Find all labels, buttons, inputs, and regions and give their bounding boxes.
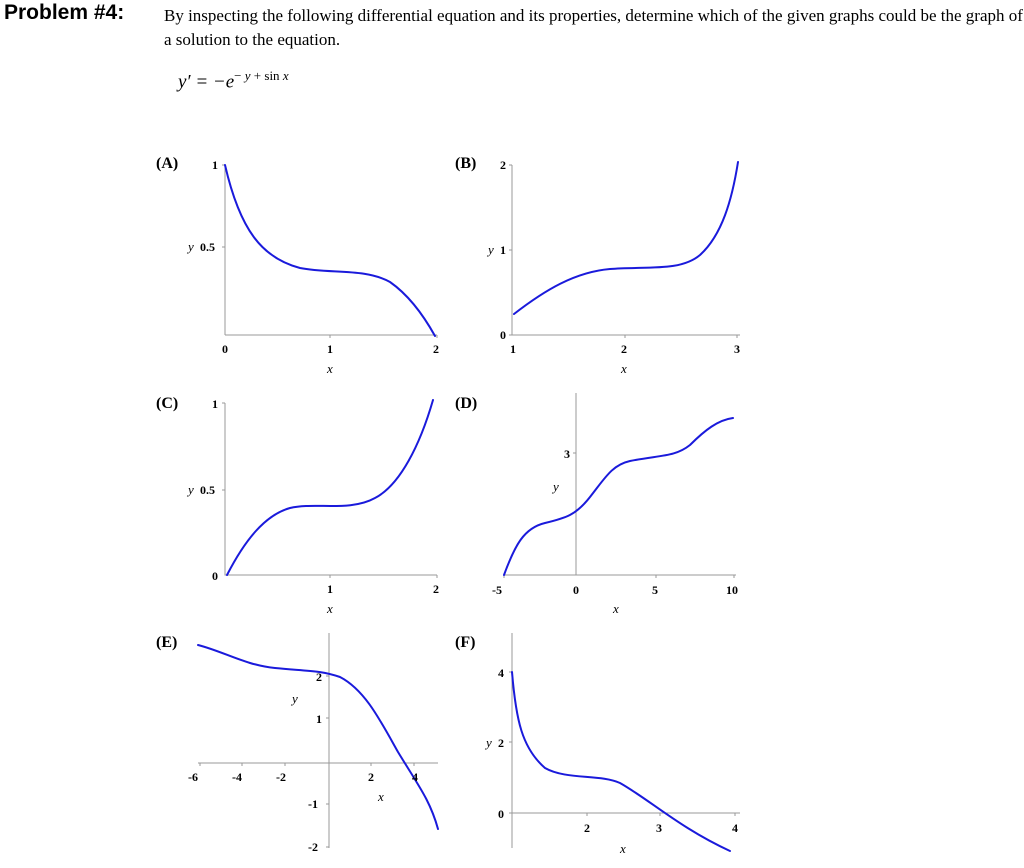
graph-a-xtick-2: 2 — [433, 342, 439, 356]
graph-f-xtick-3: 3 — [656, 821, 662, 835]
graph-e-ylabel: y — [292, 691, 298, 706]
graph-c-curve — [227, 400, 433, 575]
graph-d-ytick-3: 3 — [564, 447, 570, 461]
graph-f-xtick-2: 2 — [584, 821, 590, 835]
graph-f-xlabel: x — [620, 841, 626, 856]
graph-a-xlabel: x — [327, 361, 333, 376]
graph-c-axes — [225, 403, 437, 575]
graph-f-ytick-0: 0 — [498, 807, 504, 821]
graph-c-xtick-2: 2 — [433, 582, 439, 596]
graph-c-ytick-05: 0.5 — [200, 483, 215, 497]
graph-f-ticks — [509, 672, 735, 816]
graph-c-ylabel: y — [188, 482, 194, 497]
graph-c-label[interactable]: (C) — [156, 395, 179, 412]
graph-b-xtick-1: 1 — [510, 342, 516, 356]
graph-f-xtick-4: 4 — [732, 821, 738, 835]
graph-c-ytick-1: 1 — [212, 397, 218, 411]
graph-b-ytick-1: 1 — [500, 243, 506, 257]
graph-e-xtick-4: 4 — [412, 770, 418, 784]
graph-e-xlabel: x — [378, 789, 384, 804]
equation-exp-y: y — [244, 68, 251, 83]
graph-d-ticks — [504, 453, 734, 578]
graph-e-xtick-m6: -6 — [188, 770, 198, 784]
graph-e-xtick-m2: -2 — [276, 770, 286, 784]
graph-b-xlabel: x — [621, 361, 627, 376]
graph-f-ytick-2: 2 — [498, 736, 504, 750]
graph-b-curve — [514, 162, 738, 314]
graph-e-xtick-m4: -4 — [232, 770, 242, 784]
graph-d-axes — [504, 393, 736, 575]
graph-a-xtick-1: 1 — [327, 342, 333, 356]
graph-e-ytick-m2: -2 — [308, 840, 318, 854]
graph-f-ytick-4: 4 — [498, 666, 504, 680]
problem-label: Problem #4: — [4, 1, 125, 24]
graph-f-label[interactable]: (F) — [455, 634, 476, 651]
graph-a-ytick-1: 1 — [212, 158, 218, 172]
graph-d-xlabel: x — [613, 601, 619, 616]
graph-e-xtick-2: 2 — [368, 770, 374, 784]
graph-f-ylabel: y — [486, 735, 492, 750]
graph-e-axes — [198, 633, 438, 848]
graph-b-xtick-2: 2 — [621, 342, 627, 356]
equation-exp-minus: − — [234, 68, 245, 83]
graph-f-curve — [512, 672, 730, 851]
graph-b-ytick-0: 0 — [500, 328, 506, 342]
graph-e-ytick-m1: -1 — [308, 797, 318, 811]
graph-a-curve — [225, 165, 435, 336]
graph-b-label[interactable]: (B) — [455, 155, 477, 172]
graph-e-ticks — [200, 676, 414, 847]
graph-a-ylabel: y — [188, 239, 194, 254]
graph-a-xtick-0: 0 — [222, 342, 228, 356]
graph-b-xtick-3: 3 — [734, 342, 740, 356]
equation-exp-x: x — [282, 68, 289, 83]
graph-a-ticks — [222, 165, 437, 338]
graph-a-label[interactable]: (A) — [156, 155, 179, 172]
graph-b-ytick-2: 2 — [500, 158, 506, 172]
graph-d-xtick-0: 0 — [573, 583, 579, 597]
graph-d-ylabel: y — [553, 479, 559, 494]
graph-e-ytick-2: 2 — [316, 670, 322, 684]
graph-e-label[interactable]: (E) — [156, 634, 178, 651]
graph-d-xtick-m5: -5 — [492, 583, 502, 597]
graph-d-label[interactable]: (D) — [455, 395, 478, 412]
graph-c-ytick-0: 0 — [212, 569, 218, 583]
graph-c-ticks — [222, 403, 437, 578]
equation-lhs: y′ = −e — [178, 71, 235, 93]
graph-b-ylabel: y — [488, 242, 494, 257]
graph-d-xtick-10: 10 — [726, 583, 738, 597]
graph-d-curve — [504, 418, 733, 575]
graph-a-axes — [225, 165, 437, 335]
equation-exp-rest: + sin — [250, 68, 283, 83]
problem-text: By inspecting the following differential equation and its properties, determine which of the given graphs could be the graph of a solution to the equation. — [164, 6, 1023, 49]
graph-d-xtick-5: 5 — [652, 583, 658, 597]
graph-c-xlabel: x — [327, 601, 333, 616]
graph-e-ytick-1: 1 — [316, 712, 322, 726]
graph-a-ytick-05: 0.5 — [200, 240, 215, 254]
graph-f-axes — [512, 633, 740, 848]
graph-c-xtick-1: 1 — [327, 582, 333, 596]
